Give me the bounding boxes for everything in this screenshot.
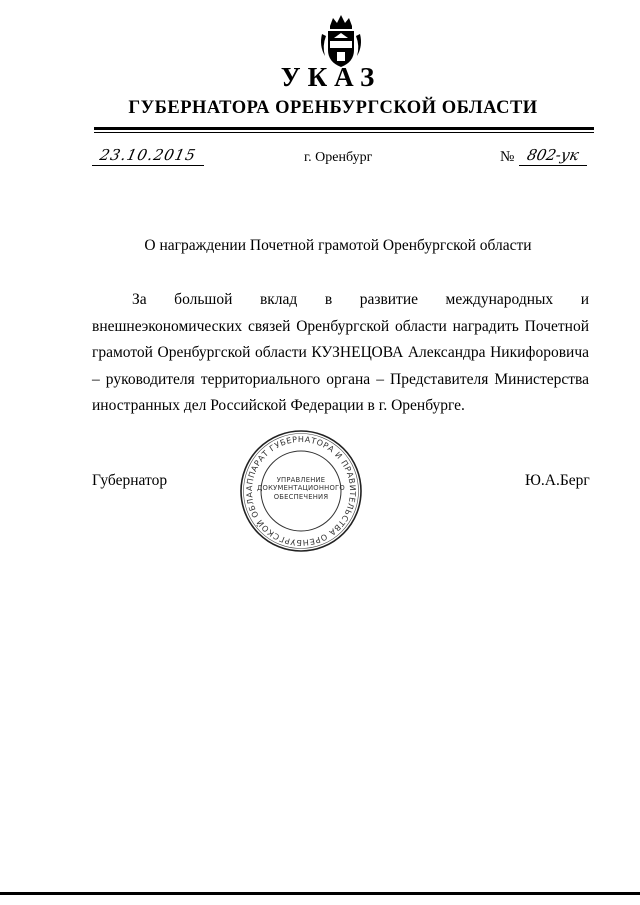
stamp-line: ДОКУМЕНТАЦИОННОГО: [257, 484, 345, 493]
document-date: [92, 146, 204, 166]
number-label: №: [500, 149, 515, 165]
date-underline: [92, 165, 204, 166]
stamp-line: ОБЕСПЕЧЕНИЯ: [273, 492, 329, 501]
document-body: За большой вклад в развитие международных и внешнеэкономических связей Оренбургской области наградить Почетной грамотой Оренбургской области КУЗНЕЦОВА Александра Никифоровича – руководителя территориального органа – Представителя Министерства иностранных дел Российской Федерации в г. Оренбурге.: [92, 291, 589, 414]
header-rule-thick: [94, 127, 594, 130]
document-number: [519, 146, 587, 166]
date-value: 23.10.2015: [98, 146, 198, 164]
signatory-name: Ю.А.Берг: [525, 472, 590, 489]
page-bottom-edge: [0, 892, 640, 895]
official-stamp: [238, 428, 364, 554]
number-underline: [519, 165, 587, 166]
number-value: 802-ук: [525, 146, 581, 164]
stamp-center-text: [238, 476, 364, 501]
document-city: г. Оренбург: [304, 150, 373, 165]
signatory-position: Губернатор: [92, 472, 168, 489]
document-subtitle: ГУБЕРНАТОРА ОРЕНБУРГСКОЙ ОБЛАСТИ: [128, 98, 538, 118]
document-heading: О награждении Почетной грамотой Оренбургской области: [144, 237, 532, 254]
header-rule-thin: [94, 132, 594, 133]
stamp-line: УПРАВЛЕНИЕ: [276, 476, 326, 484]
stamp-ring-text: АППАРАТ ГУБЕРНАТОРА И ПРАВИТЕЛЬСТВА ОРЕНБУРГСКОЙ ОБЛА: [244, 434, 358, 548]
document-title: УКАЗ: [280, 62, 382, 92]
